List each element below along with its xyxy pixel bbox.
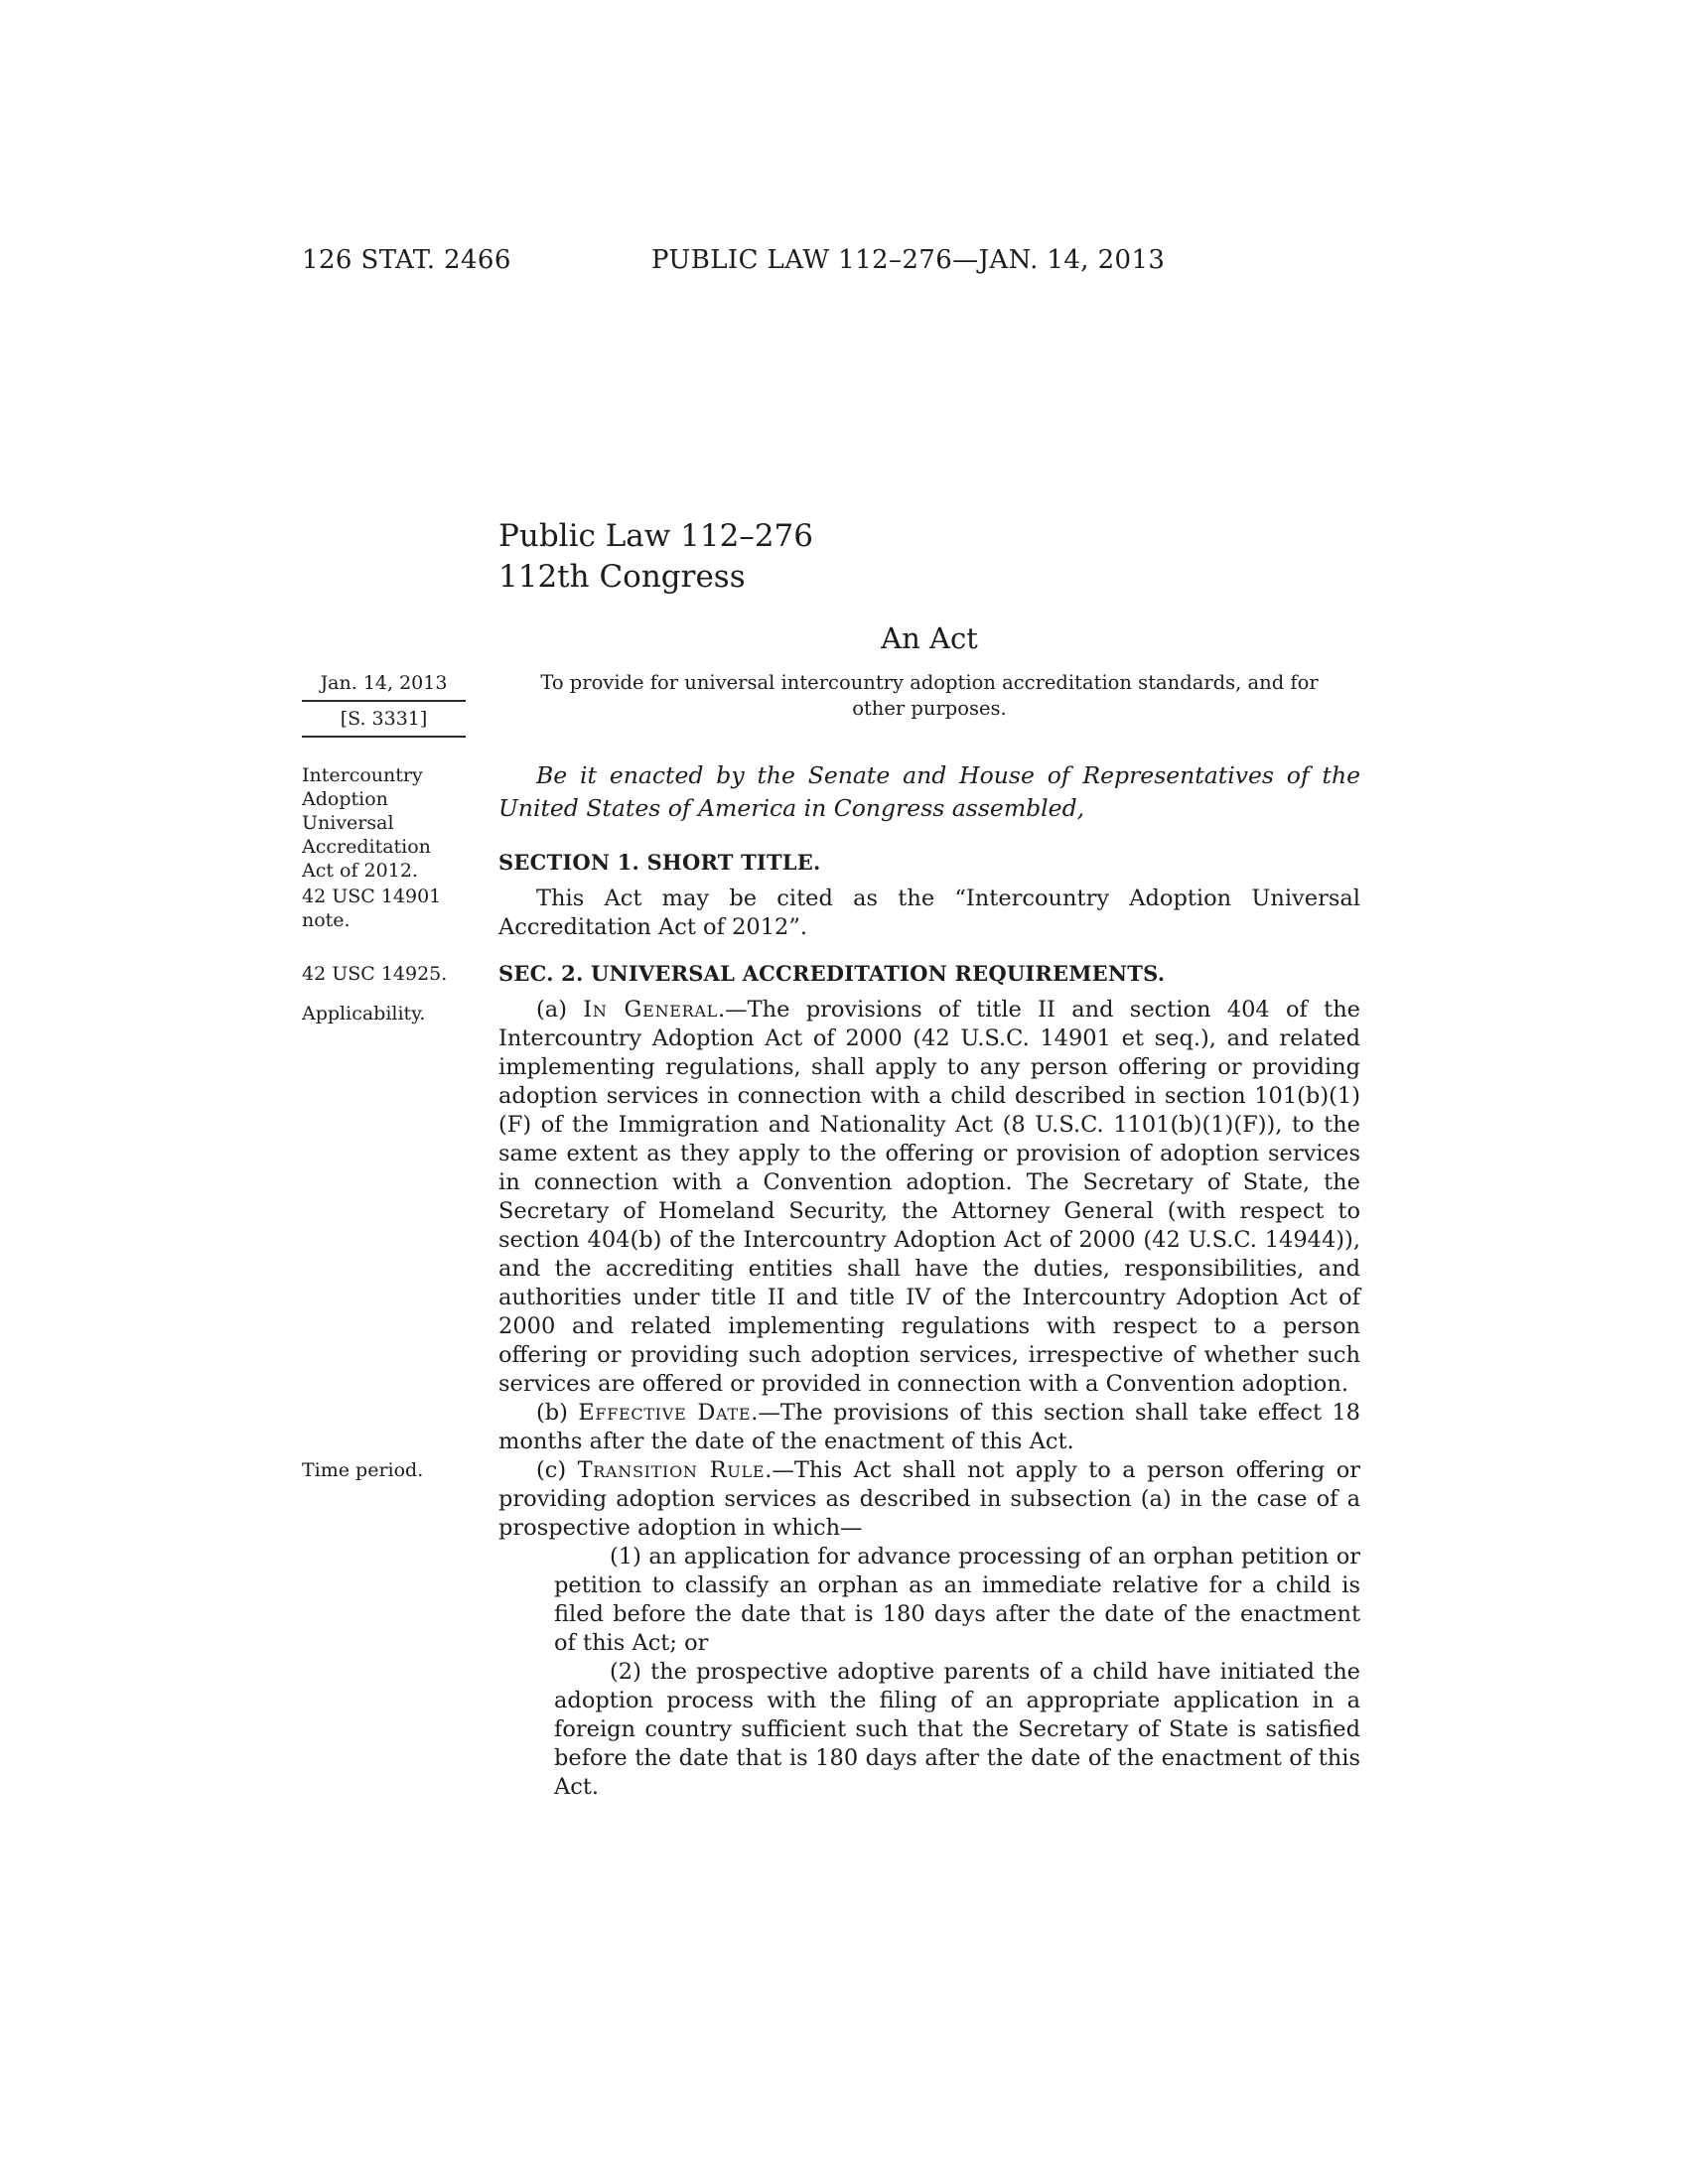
enactment-date-note: Jan. 14, 2013 (302, 671, 466, 702)
stat-page-number: 126 STAT. 2466 (302, 245, 511, 275)
title-block (498, 516, 1360, 655)
statute-content (302, 516, 1360, 1802)
para-b-label: (b) (536, 1399, 579, 1426)
congress-heading: 112th Congress (498, 559, 746, 595)
sec2-usc-margin-note: 42 USC 14925. (302, 962, 448, 985)
bill-number-note: [S. 3331] (302, 702, 466, 738)
para-b-term: Effective Date (578, 1399, 752, 1426)
running-head-law-line: PUBLIC LAW 112–276—JAN. 14, 2013 (651, 245, 1166, 275)
para-c-label: (c) (536, 1456, 578, 1483)
applicability-note-block (302, 988, 466, 1456)
section2-heading: SEC. 2. UNIVERSAL ACCREDITATION REQUIREMENTS. (498, 960, 1166, 986)
an-act-heading: An Act (881, 621, 978, 655)
section2-item-2: (2) the prospective adoptive parents of a child have initiated the adoption process with the filing of an appropriate application in a foreign country sufficient such that the Secretary of State is satisfied before the date that is 180 days after the date of the enactment of this Act. (554, 1658, 1360, 1800)
time-period-margin-note: Time period. (302, 1458, 424, 1481)
para-a-term: In General (583, 996, 718, 1023)
enacting-clause: Be it enacted by the Senate and House of Representatives of the United States of America in Congress assembled, (498, 761, 1360, 822)
section2-item-1: (1) an application for advance processing of an orphan petition or petition to classify an orphan as an immediate relative for a child is filed before the date that is 180 days after the date of the enactment of this Act; or (554, 1543, 1360, 1656)
section2-para-ab-block (498, 988, 1360, 1456)
purpose-block (498, 655, 1360, 738)
section1-text: This Act may be cited as the “Intercountry Adoption Universal Accreditation Act of 2012”. (498, 885, 1360, 940)
sec2-usc-note-block (302, 942, 466, 988)
short-title-margin-note: Intercountry Adoption Universal Accreditation Act of 2012. (302, 764, 431, 882)
section2-para-b (498, 1399, 1360, 1456)
section2-para-c (498, 1456, 1360, 1543)
section2-para-c-block (498, 1456, 1360, 1802)
section2-para-a (498, 996, 1360, 1399)
section2-heading-block (498, 942, 1360, 988)
public-law-number-heading: Public Law 112–276 (498, 518, 814, 554)
purpose-text: To provide for universal intercountry adoption accreditation standards, and for other purposes. (540, 671, 1319, 720)
time-period-note-block (302, 1456, 466, 1802)
para-b-text: .—The provisions of this section shall take effect 18 months after the date of the enactment of this Act. (498, 1399, 1360, 1454)
section1-heading: SECTION 1. SHORT TITLE. (498, 849, 821, 875)
usc-code-margin-note: 42 USC 14901 note. (302, 886, 442, 931)
short-title-note-block (302, 738, 466, 942)
enacting-and-section1 (498, 738, 1360, 942)
applicability-margin-note: Applicability. (302, 1002, 426, 1024)
margin-notes-spacer (302, 516, 466, 655)
para-c-term: Transition Rule (577, 1456, 766, 1483)
para-a-text: .—The provisions of title II and section 404 of the Intercountry Adoption Act of 2000 (42 U.S.C. 14901 et seq.), and related implementing regulations, shall apply to any person offering or providing adoption services in connection with a child described in section 101(b)(1)(F) of the Immigration and Nationality Act (8 U.S.C. 1101(b)(1)(F)), to the same extent as they apply to the offering or provision of adoption services in connection with a Convention adoption. The Secretary of State, the Secretary of Homeland Security, the Attorney General (with respect to section 404(b) of the Intercountry Adoption Act of 2000 (42 U.S.C. 14944)), and the accrediting entities shall have the duties, responsibilities, and authorities under title II and title IV of the Intercountry Adoption Act of 2000 and related implementing regulations with respect to a person offering or providing such adoption services, irrespective of whether such services are offered or provided in connection with a Convention adoption. (498, 996, 1360, 1397)
para-c-text: .—This Act shall not apply to a person offering or providing adoption services as described in subsection (a) in the case of a prospective adoption in which— (498, 1456, 1361, 1541)
para-a-label: (a) (536, 996, 584, 1023)
date-bill-note-block (302, 655, 466, 738)
